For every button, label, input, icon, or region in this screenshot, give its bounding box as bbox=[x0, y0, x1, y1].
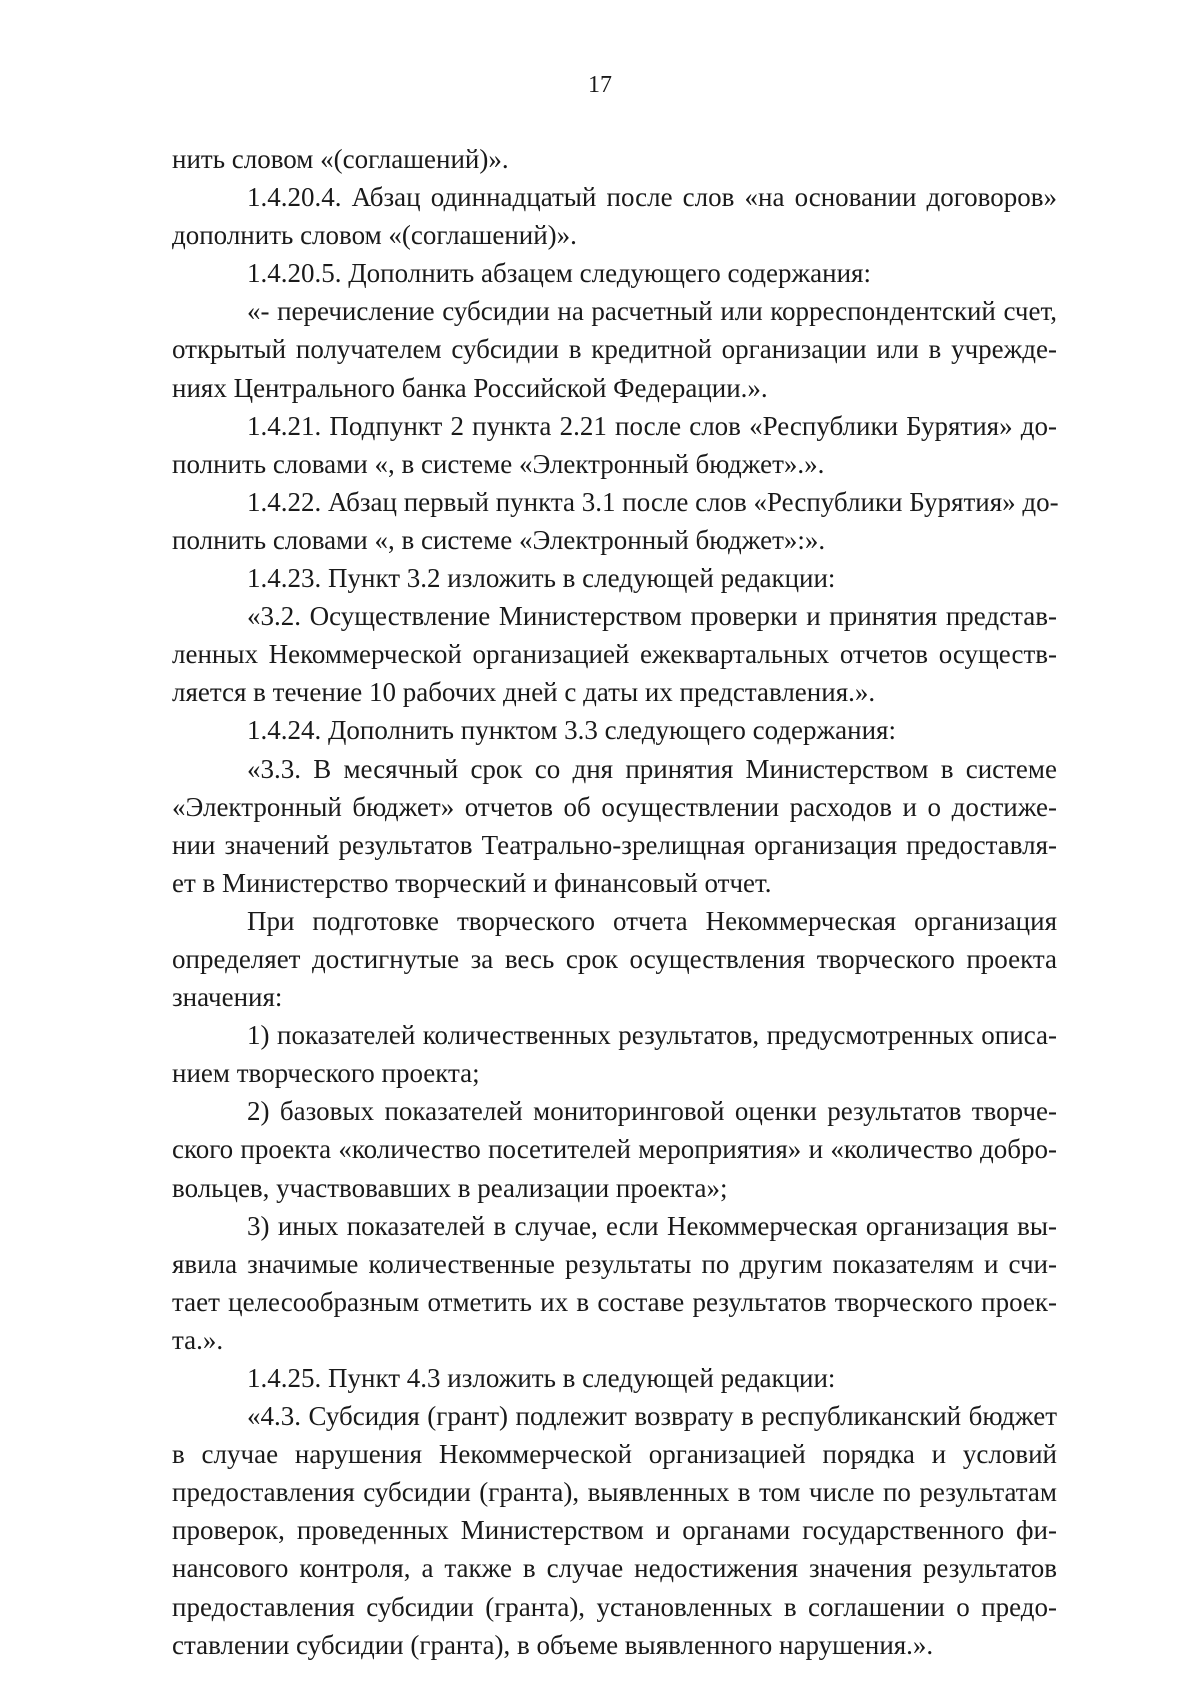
text-line: нием творческого проекта; bbox=[172, 1058, 480, 1089]
text-line: предоставления субсидии (гранта), установленных в соглашении о предо- bbox=[172, 1591, 1057, 1622]
text-line: 2) базовых показателей мониторинговой оценки результатов творче- bbox=[247, 1096, 1057, 1127]
text-line: «- перечисление субсидии на расчетный или корреспондентский счет, bbox=[247, 296, 1057, 327]
text-line: 1) показателей количественных результатов, предусмотренных описа- bbox=[247, 1020, 1057, 1051]
text-line: ет в Министерство творческий и финансовый отчет. bbox=[172, 867, 772, 898]
text-line: 1.4.23. Пункт 3.2 изложить в следующей редакции: bbox=[247, 563, 836, 594]
text-line: в случае нарушения Некоммерческой организацией порядка и условий bbox=[172, 1439, 1057, 1470]
text-line: «3.2. Осуществление Министерством проверки и принятия представ- bbox=[247, 601, 1057, 632]
text-line: проверок, проведенных Министерством и органами государственного фи- bbox=[172, 1515, 1057, 1546]
text-line: тает целесообразным отметить их в составе результатов творческого проек- bbox=[172, 1286, 1057, 1317]
text-line: дополнить словом «(соглашений)». bbox=[172, 220, 577, 251]
text-line: «4.3. Субсидия (грант) подлежит возврату в республиканский бюджет bbox=[247, 1401, 1057, 1432]
text-line: 1.4.25. Пункт 4.3 изложить в следующей редакции: bbox=[247, 1363, 836, 1393]
text-line: предоставления субсидии (гранта), выявленных в том числе по результатам bbox=[172, 1477, 1057, 1508]
text-line: ляется в течение 10 рабочих дней с даты их представления.». bbox=[172, 677, 876, 708]
text-line: полнить словами «, в системе «Электронный бюджет»:». bbox=[172, 524, 826, 555]
text-line: открытый получателем субсидии в кредитной организации или в учрежде- bbox=[172, 334, 1057, 365]
text-line: ского проекта «количество посетителей мероприятия» и «количество добро- bbox=[172, 1134, 1057, 1165]
text-line: значения: bbox=[172, 982, 283, 1013]
text-line: вольцев, участвовавших в реализации проекта»; bbox=[172, 1172, 728, 1203]
text-line: При подготовке творческого отчета Некоммерческая организация bbox=[247, 905, 1057, 936]
text-line: 1.4.20.4. Абзац одиннадцатый после слов «на основании договоров» bbox=[247, 182, 1057, 213]
text-line: определяет достигнутые за весь срок осуществления творческого проекта bbox=[172, 943, 1057, 974]
text-line: 1.4.21. Подпункт 2 пункта 2.21 после слов «Республики Бурятия» до- bbox=[247, 410, 1057, 441]
text-line: нансового контроля, а также в случае недостижения значения результатов bbox=[172, 1553, 1057, 1584]
text-line: та.». bbox=[172, 1324, 224, 1355]
text-line: нить словом «(соглашений)». bbox=[172, 144, 509, 174]
text-line: полнить словами «, в системе «Электронный бюджет».». bbox=[172, 448, 825, 479]
text-line: «3.3. В месячный срок со дня принятия Министерством в системе bbox=[247, 753, 1057, 784]
text-line: ленных Некоммерческой организацией ежеквартальных отчетов осуществ- bbox=[172, 639, 1057, 670]
text-line: ниях Центрального банка Российской Федерации.». bbox=[172, 372, 768, 403]
text-line: явила значимые количественные результаты по другим показателям и счи- bbox=[172, 1248, 1057, 1279]
text-line: 1.4.22. Абзац первый пункта 3.1 после слов «Республики Бурятия» до- bbox=[247, 486, 1059, 517]
text-line: ставлении субсидии (гранта), в объеме выявленного нарушения.». bbox=[172, 1629, 934, 1660]
text-line: 3) иных показателей в случае, если Некоммерческая организация вы- bbox=[247, 1210, 1057, 1241]
text-line: 1.4.24. Дополнить пунктом 3.3 следующего содержания: bbox=[247, 715, 896, 746]
text-line: 1.4.20.5. Дополнить абзацем следующего содержания: bbox=[247, 258, 871, 289]
text-line: «Электронный бюджет» отчетов об осуществлении расходов и о достиже- bbox=[172, 791, 1057, 822]
document-body bbox=[172, 140, 1057, 1664]
text-line: нии значений результатов Театрально-зрелищная организация предоставля- bbox=[172, 829, 1057, 860]
page-number: 17 bbox=[588, 72, 612, 98]
